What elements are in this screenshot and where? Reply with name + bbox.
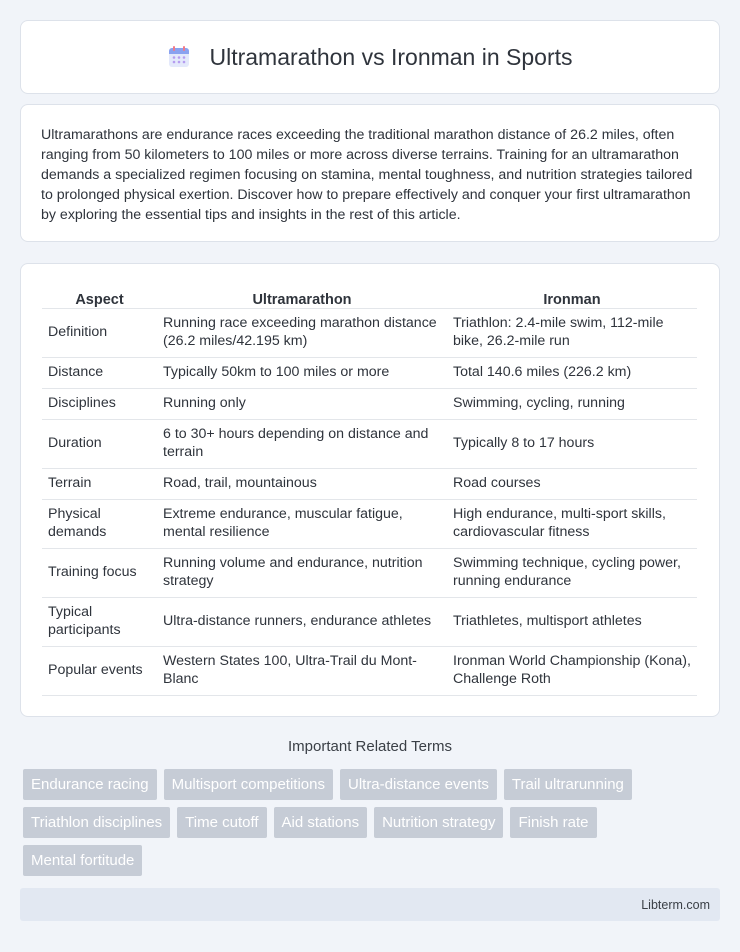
related-term-tag[interactable]: Ultra-distance events (340, 769, 497, 800)
ultramarathon-cell: Typically 50km to 100 miles or more (157, 357, 447, 388)
ultramarathon-cell: Road, trail, mountainous (157, 468, 447, 499)
ironman-cell: Triathletes, multisport athletes (447, 597, 697, 646)
aspect-cell: Typical participants (42, 597, 157, 646)
header-ironman: Ironman (447, 284, 697, 308)
ultramarathon-cell: 6 to 30+ hours depending on distance and terrain (157, 419, 447, 468)
header-ultramarathon: Ultramarathon (157, 284, 447, 308)
aspect-cell: Distance (42, 357, 157, 388)
ultramarathon-cell: Running volume and endurance, nutrition strategy (157, 548, 447, 597)
table-row (42, 357, 697, 388)
table-row (42, 646, 697, 695)
footer (20, 888, 720, 921)
ultramarathon-cell: Running race exceeding marathon distance (26.2 miles/42.195 km) (157, 308, 447, 357)
ironman-cell: Swimming technique, cycling power, running endurance (447, 548, 697, 597)
table-row (42, 468, 697, 499)
intro-text: Ultramarathons are endurance races exceeding the traditional marathon distance of 26.2 miles, often ranging from 50 kilometers to 100 miles or more across diverse terrains. Training for an ultramarathon demands a specialized regimen focusing on stamina, mental toughness, and nutrition strategies tailored to prolonged physical exertion. Discover how to prepare effectively and conquer your first ultramarathon by exploring the essential tips and insights in the rest of this article. (41, 127, 693, 223)
aspect-cell: Physical demands (42, 499, 157, 548)
related-term-tag[interactable]: Aid stations (274, 807, 368, 838)
calendar-icon (167, 45, 191, 69)
related-term-tag[interactable]: Mental fortitude (23, 845, 142, 876)
related-term-tag[interactable]: Multisport competitions (164, 769, 333, 800)
ironman-cell: Ironman World Championship (Kona), Challenge Roth (447, 646, 697, 695)
aspect-cell: Duration (42, 419, 157, 468)
ironman-cell: Swimming, cycling, running (447, 388, 697, 419)
ironman-cell: High endurance, multi-sport skills, cardiovascular fitness (447, 499, 697, 548)
table-header-row (42, 284, 697, 308)
related-term-tag[interactable]: Time cutoff (177, 807, 266, 838)
header (167, 44, 572, 71)
header-card (20, 20, 720, 94)
related-terms-title: Important Related Terms (288, 738, 452, 755)
related-term-tag[interactable]: Triathlon disciplines (23, 807, 170, 838)
table-row (42, 597, 697, 646)
ultramarathon-cell: Ultra-distance runners, endurance athletes (157, 597, 447, 646)
ultramarathon-cell: Western States 100, Ultra-Trail du Mont-Blanc (157, 646, 447, 695)
related-terms-list (23, 769, 683, 876)
table-row (42, 308, 697, 357)
page-title: Ultramarathon vs Ironman in Sports (209, 43, 573, 70)
related-term-tag[interactable]: Trail ultrarunning (504, 769, 632, 800)
related-term-tag[interactable]: Finish rate (510, 807, 596, 838)
related-term-tag[interactable]: Nutrition strategy (374, 807, 503, 838)
related-term-tag[interactable]: Endurance racing (23, 769, 157, 800)
ultramarathon-cell: Extreme endurance, muscular fatigue, mental resilience (157, 499, 447, 548)
ultramarathon-cell: Running only (157, 388, 447, 419)
aspect-cell: Disciplines (42, 388, 157, 419)
aspect-cell: Popular events (42, 646, 157, 695)
table-row (42, 548, 697, 597)
ironman-cell: Total 140.6 miles (226.2 km) (447, 357, 697, 388)
aspect-cell: Terrain (42, 468, 157, 499)
ironman-cell: Typically 8 to 17 hours (447, 419, 697, 468)
table-row (42, 388, 697, 419)
header-aspect: Aspect (42, 284, 157, 308)
ironman-cell: Road courses (447, 468, 697, 499)
intro-card (20, 104, 720, 242)
footer-link[interactable]: Libterm.com (641, 897, 710, 912)
table-row (42, 499, 697, 548)
comparison-table (42, 284, 697, 696)
table-row (42, 419, 697, 468)
aspect-cell: Training focus (42, 548, 157, 597)
aspect-cell: Definition (42, 308, 157, 357)
ironman-cell: Triathlon: 2.4-mile swim, 112-mile bike, 26.2-mile run (447, 308, 697, 357)
comparison-card (20, 263, 720, 717)
